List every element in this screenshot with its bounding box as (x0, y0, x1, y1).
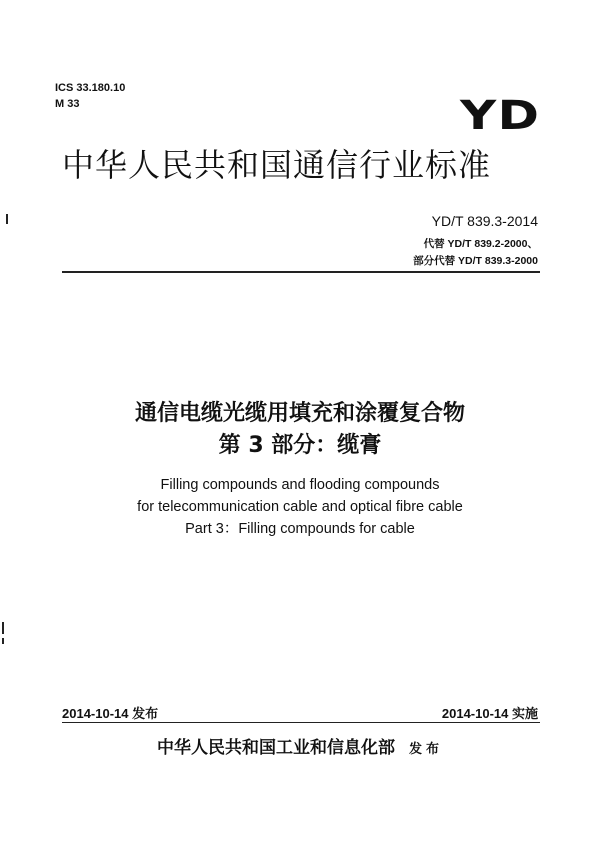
scan-mark (6, 214, 8, 224)
replaces-info (413, 236, 538, 270)
scan-mark (2, 622, 4, 634)
publisher-name: 中华人民共和国工业和信息化部 (156, 738, 395, 758)
title-en-line-2: for telecommunication cable and optical fibre cable (137, 499, 463, 515)
document-subtitle-cn: 第 3 部分：缆膏 (218, 433, 382, 458)
footer-divider (62, 722, 540, 723)
title-en-line-3: Part 3：Filling compounds for cable (185, 521, 415, 537)
document-title-cn: 通信电缆光缆用填充和涂覆复合物 (134, 401, 465, 426)
ccs-code: M 33 (55, 98, 80, 110)
scan-mark (2, 638, 4, 644)
title-en-line-1: Filling compounds and flooding compounds (160, 477, 440, 493)
ics-code: ICS 33.180.10 (55, 82, 126, 94)
publish-label: 发布 (408, 742, 443, 757)
implementation-date: 2014-10-14 实施 (441, 706, 538, 721)
replaces-line-1: 代替 YD/T 839.2-2000、 (423, 238, 538, 250)
document-title-en (0, 474, 600, 540)
header-divider (62, 271, 540, 273)
issue-date: 2014-10-14 发布 (62, 706, 159, 721)
publisher (0, 733, 600, 758)
replaces-line-2: 部分代替 YD/T 839.3-2000 (413, 255, 538, 267)
standard-category-title: 中华人民共和国通信行业标准 (62, 146, 492, 184)
standard-number: YD/T 839.3-2014 (431, 213, 538, 229)
yd-logo: YD (460, 93, 541, 139)
classification-codes (55, 80, 125, 112)
